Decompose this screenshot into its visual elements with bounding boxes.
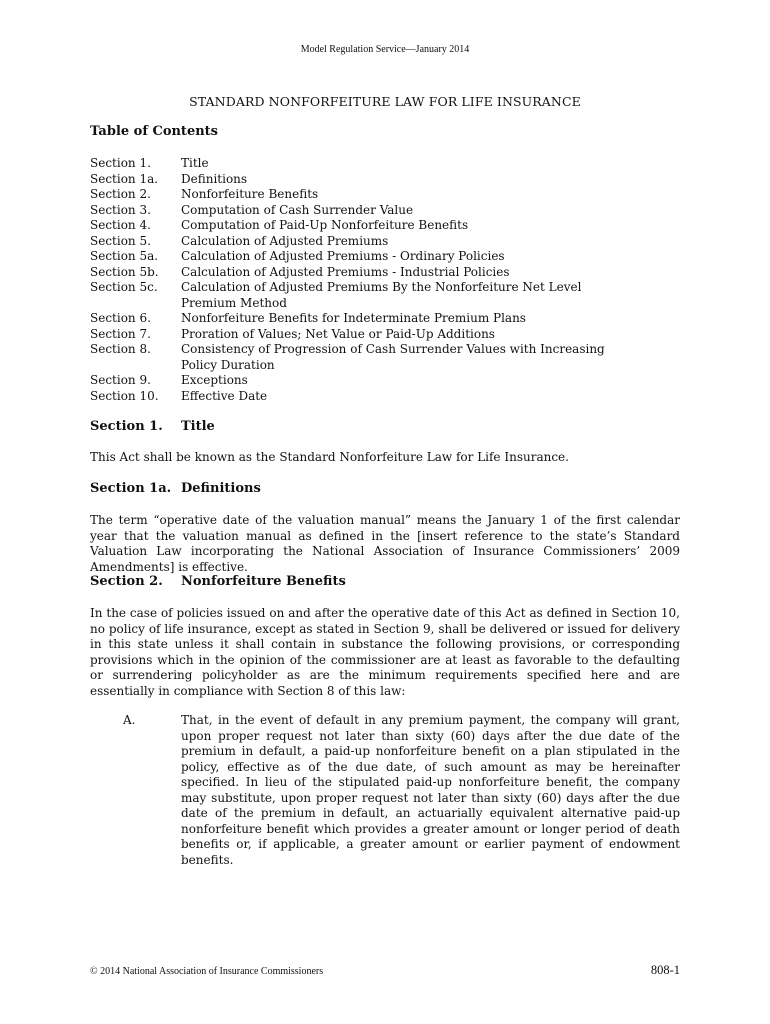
toc-entry-number: Section 3. [90,202,151,217]
section-1-text: This Act shall be known as the Standard Nonforfeiture Law for Life Insurance. [90,450,569,464]
toc-entry [90,327,690,343]
section-2-text: In the case of policies issued on and after the operative date of this Act as defined in Section 10, no policy of life insurance, except as stated in Section 9, shall be delivered or issued for delivery in this state unless it shall contain in substance the following provisions, or corresponding provisions which in the opinion of the commissioner are at least as favorable to the defaulting or surrendering policyholder as are the minimum requirements specified here and are essentially in compliance with Section 8 of this law: [90,606,680,698]
toc-entry-title: Computation of Cash Surrender Value [181,202,414,217]
toc-entry [90,389,690,405]
toc-entry-title: Calculation of Adjusted Premiums - Industrial Policies [181,264,510,279]
section-heading [90,481,680,497]
section-1 [90,419,680,435]
toc-entry-number: Section 4. [90,218,151,232]
section-heading [90,419,680,435]
section-title: Nonforfeiture Benefits [181,574,346,589]
section-title: Title [181,419,215,434]
toc-entry [90,187,690,203]
document-title: STANDARD NONFORFEITURE LAW FOR LIFE INSURANCE [189,94,581,109]
toc-entry [90,265,690,281]
section-title: Definitions [181,481,261,496]
section-2-item-a [90,713,680,868]
toc-entry [90,311,690,327]
toc-entry-number: Section 7. [90,326,151,341]
table-of-contents [90,156,690,404]
item-text: That, in the event of default in any premium payment, the company will grant, upon proper request not later than sixty (60) days after the due date of the premium in default, a paid-up nonforfeiture benefit on a plan stipulated in the policy, effective as of the due date, of such amount as may be hereinafter specified. In lieu of the stipulated paid-up nonforfeiture benefit, the company may substitute, upon proper request not later than sixty (60) days after the due date of the premium in default, an actuarially equivalent alternative paid-up nonforfeiture benefit which provides a greater amount or longer period of death benefits or, if applicable, a greater amount or earlier payment of endowment benefits. [181,713,680,867]
toc-entry-title: Nonforfeiture Benefits for Indeterminate Premium Plans [181,311,526,325]
toc-entry-number: Section 5a. [90,249,159,263]
toc-entry-number: Section 1a. [90,171,159,186]
item-marker: A. [123,713,136,727]
toc-entry-title: Calculation of Adjusted Premiums - Ordinary Policies [181,249,505,263]
toc-entry [90,203,690,219]
toc-entry-number: Section 5c. [90,280,158,294]
section-number: Section 1. [90,419,163,434]
toc-entry [90,280,690,311]
copyright-notice: © 2014 National Association of Insurance Commissioners [90,966,324,977]
toc-entry-title: Proration of Values; Net Value or Paid-Up Additions [181,326,495,341]
toc-entry-title: Calculation of Adjusted Premiums [181,233,389,248]
toc-entry-title: Exceptions [181,373,248,387]
toc-entry-title: Title [181,156,209,170]
toc-entry-number: Section 5b. [90,264,159,279]
toc-entry [90,234,690,250]
section-2 [90,574,680,590]
section-number: Section 2. [90,574,163,589]
toc-entry [90,249,690,265]
toc-entry-number: Section 1. [90,156,151,170]
toc-entry-number: Section 2. [90,187,151,201]
toc-entry [90,373,690,389]
toc-entry-title: Effective Date [181,388,268,403]
running-header: Model Regulation Service—January 2014 [300,44,470,55]
section-1a-text: The term “operative date of the valuation manual” means the January 1 of the first calendar year that the valuation manual as defined in the [insert reference to the state’s Standard Valuation Law incorporating the National Association of Insurance Commissioners’ 2009 Amendments] is effective. [90,513,680,574]
toc-entry-title: Definitions [181,171,248,186]
section-heading [90,574,680,590]
toc-entry [90,172,690,188]
toc-entry-number: Section 5. [90,233,151,248]
toc-entry-title: Calculation of Adjusted Premiums By the Nonforfeiture Net Level Premium Method [181,280,582,310]
toc-entry [90,342,690,373]
section-1a [90,481,680,497]
toc-entry-number: Section 6. [90,311,151,325]
toc-entry-number: Section 10. [90,388,159,403]
page-number: 808-1 [650,963,680,977]
toc-entry-title: Nonforfeiture Benefits [181,187,319,201]
toc-entry-number: Section 9. [90,373,151,387]
toc-entry [90,218,690,234]
toc-entry-title: Computation of Paid-Up Nonforfeiture Benefits [181,218,469,232]
toc-heading: Table of Contents [90,124,218,139]
toc-entry-number: Section 8. [90,342,151,356]
toc-entry [90,156,690,172]
toc-entry-title: Consistency of Progression of Cash Surrender Values with Increasing Policy Duration [181,342,605,372]
section-number: Section 1a. [90,481,172,496]
